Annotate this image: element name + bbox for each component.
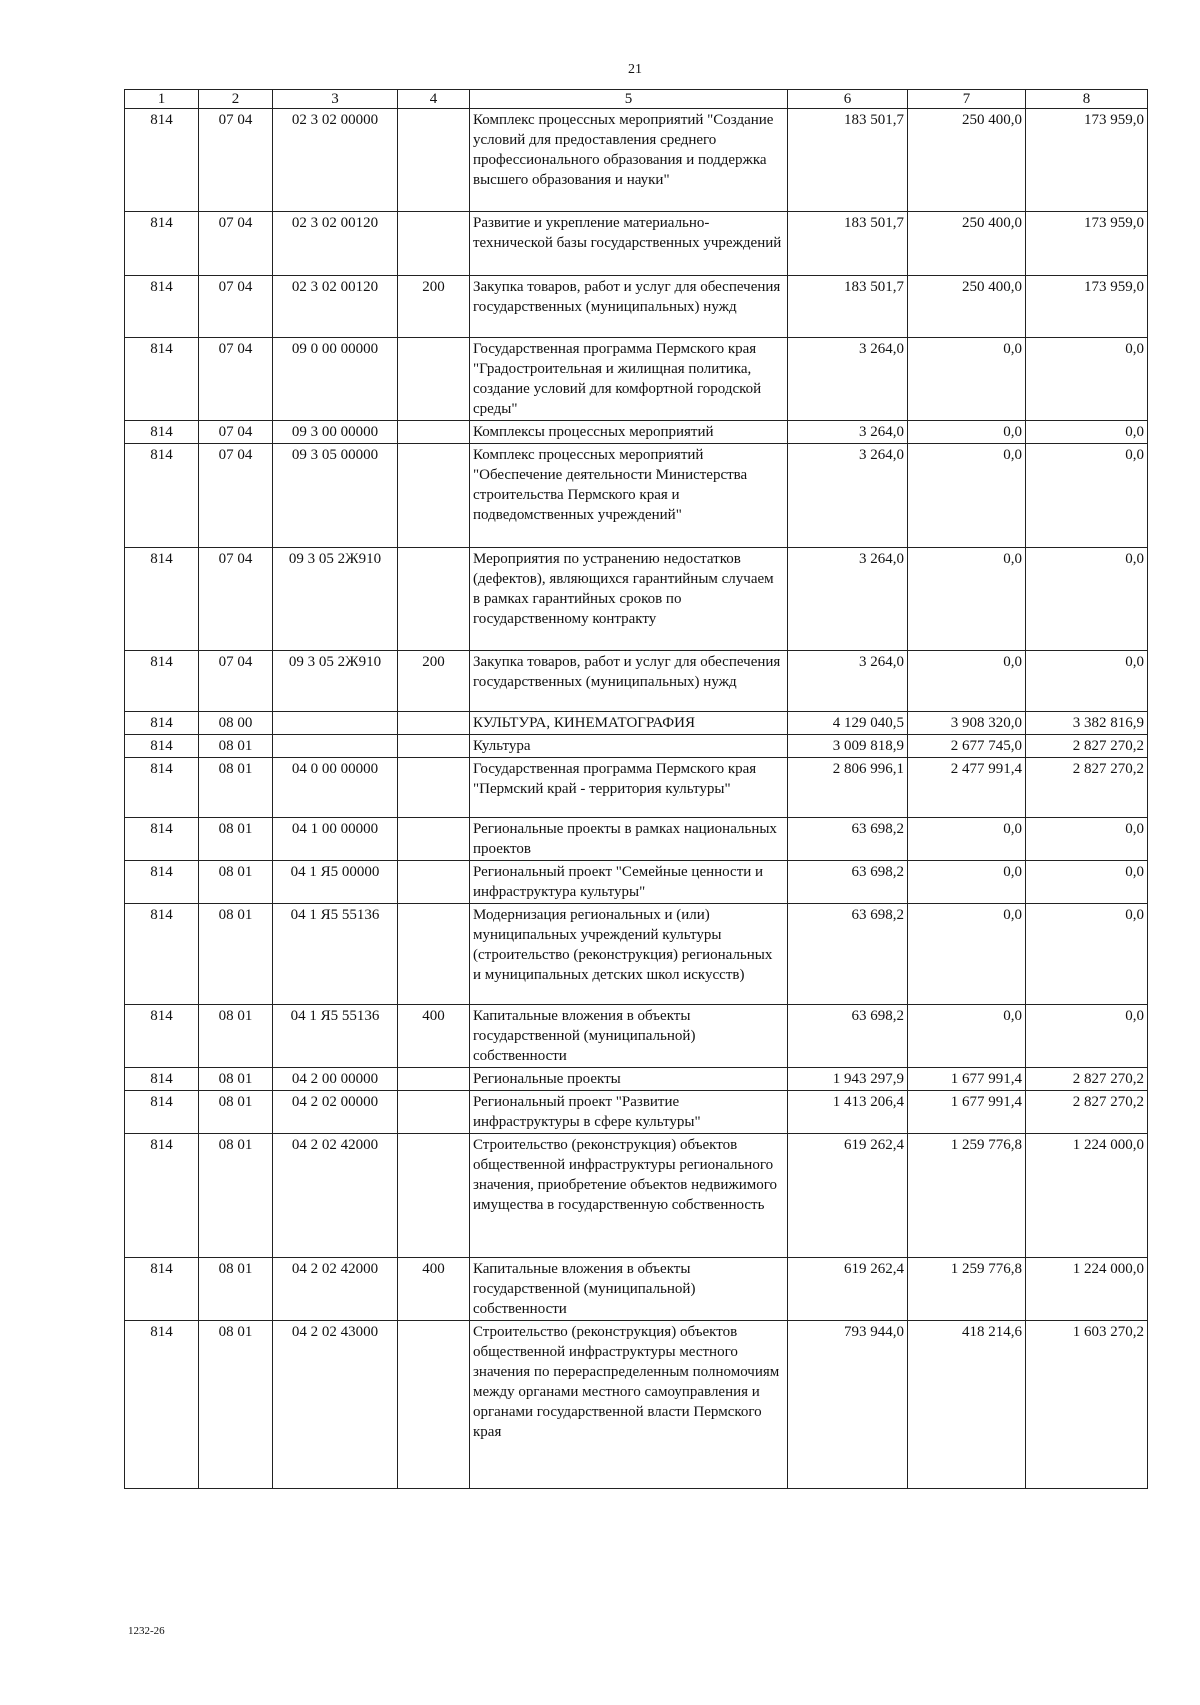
cell-item-name: Комплексы процессных мероприятий <box>470 421 788 444</box>
cell-grbs-code: 814 <box>125 1134 199 1258</box>
cell-amount-2025: 63 698,2 <box>788 861 908 904</box>
cell-item-name: Государственная программа Пермского края "Градостроительная и жилищная политика, создание условий для комфортной городской среды" <box>470 338 788 421</box>
cell-section-code: 07 04 <box>199 276 273 338</box>
header-col-1: 1 <box>125 90 199 109</box>
budget-table <box>124 89 1148 1489</box>
cell-amount-2027: 0,0 <box>1026 818 1148 861</box>
cell-target-article-code: 02 3 02 00000 <box>273 109 398 212</box>
cell-item-name: Капитальные вложения в объекты государственной (муниципальной) собственности <box>470 1258 788 1321</box>
header-col-2: 2 <box>199 90 273 109</box>
cell-amount-2025: 63 698,2 <box>788 1005 908 1068</box>
cell-amount-2025: 619 262,4 <box>788 1134 908 1258</box>
cell-grbs-code: 814 <box>125 1258 199 1321</box>
cell-grbs-code: 814 <box>125 1321 199 1489</box>
table-row <box>125 109 1148 212</box>
table-row <box>125 1068 1148 1091</box>
cell-expense-type-code: 200 <box>398 651 470 712</box>
cell-target-article-code: 09 0 00 00000 <box>273 338 398 421</box>
cell-grbs-code: 814 <box>125 904 199 1005</box>
cell-amount-2027: 1 603 270,2 <box>1026 1321 1148 1489</box>
cell-amount-2025: 1 943 297,9 <box>788 1068 908 1091</box>
cell-section-code: 07 04 <box>199 548 273 651</box>
cell-item-name: Строительство (реконструкция) объектов общественной инфраструктуры регионального значения, приобретение объектов недвижимого имущества в государственную собственность <box>470 1134 788 1258</box>
cell-target-article-code: 04 1 Я5 55136 <box>273 904 398 1005</box>
cell-section-code: 07 04 <box>199 338 273 421</box>
cell-grbs-code: 814 <box>125 1091 199 1134</box>
cell-expense-type-code: 400 <box>398 1005 470 1068</box>
cell-expense-type-code <box>398 338 470 421</box>
table-row <box>125 758 1148 818</box>
header-col-8: 8 <box>1026 90 1148 109</box>
cell-grbs-code: 814 <box>125 276 199 338</box>
cell-grbs-code: 814 <box>125 212 199 276</box>
cell-amount-2025: 183 501,7 <box>788 212 908 276</box>
cell-item-name: Региональный проект "Развитие инфраструктуры в сфере культуры" <box>470 1091 788 1134</box>
cell-item-name: Комплекс процессных мероприятий "Создание условий для предоставления среднего профессионального образования и поддержка высшего образования и науки" <box>470 109 788 212</box>
cell-target-article-code: 04 2 02 00000 <box>273 1091 398 1134</box>
cell-expense-type-code <box>398 109 470 212</box>
table-row <box>125 651 1148 712</box>
cell-item-name: Государственная программа Пермского края "Пермский край - территория культуры" <box>470 758 788 818</box>
cell-amount-2026: 1 259 776,8 <box>908 1258 1026 1321</box>
cell-section-code: 08 00 <box>199 712 273 735</box>
cell-amount-2025: 3 264,0 <box>788 548 908 651</box>
table-header-row <box>125 90 1148 109</box>
cell-grbs-code: 814 <box>125 818 199 861</box>
cell-target-article-code: 04 2 02 43000 <box>273 1321 398 1489</box>
cell-target-article-code: 09 3 05 2Ж910 <box>273 548 398 651</box>
cell-amount-2026: 0,0 <box>908 548 1026 651</box>
cell-item-name: Капитальные вложения в объекты государственной (муниципальной) собственности <box>470 1005 788 1068</box>
cell-expense-type-code <box>398 1134 470 1258</box>
table-row <box>125 1258 1148 1321</box>
table-row <box>125 904 1148 1005</box>
cell-item-name: Региональный проект "Семейные ценности и инфраструктура культуры" <box>470 861 788 904</box>
cell-amount-2025: 3 009 818,9 <box>788 735 908 758</box>
cell-grbs-code: 814 <box>125 712 199 735</box>
cell-target-article-code: 04 1 Я5 55136 <box>273 1005 398 1068</box>
header-col-3: 3 <box>273 90 398 109</box>
cell-amount-2026: 1 259 776,8 <box>908 1134 1026 1258</box>
header-col-5: 5 <box>470 90 788 109</box>
cell-expense-type-code: 200 <box>398 276 470 338</box>
cell-section-code: 08 01 <box>199 1258 273 1321</box>
cell-expense-type-code: 400 <box>398 1258 470 1321</box>
cell-grbs-code: 814 <box>125 1068 199 1091</box>
cell-item-name: Закупка товаров, работ и услуг для обеспечения государственных (муниципальных) нужд <box>470 276 788 338</box>
cell-section-code: 07 04 <box>199 212 273 276</box>
cell-grbs-code: 814 <box>125 109 199 212</box>
table-row <box>125 712 1148 735</box>
cell-amount-2026: 0,0 <box>908 444 1026 548</box>
cell-amount-2026: 3 908 320,0 <box>908 712 1026 735</box>
cell-amount-2027: 3 382 816,9 <box>1026 712 1148 735</box>
cell-item-name: КУЛЬТУРА, КИНЕМАТОГРАФИЯ <box>470 712 788 735</box>
table-row <box>125 1005 1148 1068</box>
cell-grbs-code: 814 <box>125 338 199 421</box>
cell-expense-type-code <box>398 712 470 735</box>
cell-expense-type-code <box>398 444 470 548</box>
table-row <box>125 421 1148 444</box>
cell-amount-2027: 2 827 270,2 <box>1026 1068 1148 1091</box>
page-number: 21 <box>628 62 642 77</box>
cell-amount-2025: 3 264,0 <box>788 444 908 548</box>
table-row <box>125 212 1148 276</box>
cell-amount-2027: 0,0 <box>1026 1005 1148 1068</box>
cell-target-article-code: 04 2 02 42000 <box>273 1258 398 1321</box>
cell-amount-2026: 0,0 <box>908 904 1026 1005</box>
cell-section-code: 08 01 <box>199 861 273 904</box>
cell-expense-type-code <box>398 421 470 444</box>
cell-expense-type-code <box>398 758 470 818</box>
cell-item-name: Региональные проекты <box>470 1068 788 1091</box>
footer-code: 1232-26 <box>128 1625 165 1637</box>
cell-amount-2025: 63 698,2 <box>788 904 908 1005</box>
cell-amount-2027: 0,0 <box>1026 421 1148 444</box>
cell-amount-2026: 250 400,0 <box>908 276 1026 338</box>
cell-section-code: 08 01 <box>199 1068 273 1091</box>
cell-grbs-code: 814 <box>125 444 199 548</box>
cell-amount-2026: 0,0 <box>908 1005 1026 1068</box>
header-col-7: 7 <box>908 90 1026 109</box>
table-row <box>125 338 1148 421</box>
table-row <box>125 276 1148 338</box>
cell-amount-2026: 1 677 991,4 <box>908 1068 1026 1091</box>
cell-target-article-code: 09 3 00 00000 <box>273 421 398 444</box>
table-row <box>125 1134 1148 1258</box>
cell-section-code: 08 01 <box>199 735 273 758</box>
cell-grbs-code: 814 <box>125 651 199 712</box>
table-row <box>125 1091 1148 1134</box>
cell-section-code: 08 01 <box>199 818 273 861</box>
cell-amount-2025: 3 264,0 <box>788 338 908 421</box>
cell-target-article-code: 04 1 00 00000 <box>273 818 398 861</box>
cell-item-name: Мероприятия по устранению недостатков (дефектов), являющихся гарантийным случаем в рамках гарантийных сроков по государственному контракту <box>470 548 788 651</box>
cell-expense-type-code <box>398 1091 470 1134</box>
cell-amount-2026: 250 400,0 <box>908 109 1026 212</box>
cell-target-article-code: 04 1 Я5 00000 <box>273 861 398 904</box>
cell-expense-type-code <box>398 818 470 861</box>
cell-item-name: Закупка товаров, работ и услуг для обеспечения государственных (муниципальных) нужд <box>470 651 788 712</box>
cell-expense-type-code <box>398 212 470 276</box>
cell-expense-type-code <box>398 548 470 651</box>
header-col-4: 4 <box>398 90 470 109</box>
cell-amount-2026: 418 214,6 <box>908 1321 1026 1489</box>
cell-target-article-code: 09 3 05 2Ж910 <box>273 651 398 712</box>
cell-expense-type-code <box>398 1321 470 1489</box>
cell-section-code: 08 01 <box>199 758 273 818</box>
table-row <box>125 548 1148 651</box>
cell-amount-2027: 0,0 <box>1026 548 1148 651</box>
cell-item-name: Региональные проекты в рамках национальных проектов <box>470 818 788 861</box>
cell-amount-2027: 173 959,0 <box>1026 212 1148 276</box>
cell-section-code: 07 04 <box>199 109 273 212</box>
cell-expense-type-code <box>398 904 470 1005</box>
cell-item-name: Развитие и укрепление материально-технической базы государственных учреждений <box>470 212 788 276</box>
cell-target-article-code: 04 2 02 42000 <box>273 1134 398 1258</box>
cell-amount-2027: 0,0 <box>1026 861 1148 904</box>
cell-amount-2025: 793 944,0 <box>788 1321 908 1489</box>
cell-grbs-code: 814 <box>125 548 199 651</box>
cell-amount-2027: 2 827 270,2 <box>1026 735 1148 758</box>
cell-section-code: 08 01 <box>199 1134 273 1258</box>
cell-amount-2026: 2 477 991,4 <box>908 758 1026 818</box>
cell-amount-2026: 1 677 991,4 <box>908 1091 1026 1134</box>
cell-amount-2027: 173 959,0 <box>1026 109 1148 212</box>
cell-amount-2025: 183 501,7 <box>788 109 908 212</box>
cell-item-name: Строительство (реконструкция) объектов общественной инфраструктуры местного значения по перераспределенным полномочиям между органами местного самоуправления и органами государственной власти Пермского края <box>470 1321 788 1489</box>
cell-grbs-code: 814 <box>125 735 199 758</box>
cell-amount-2025: 4 129 040,5 <box>788 712 908 735</box>
cell-amount-2025: 3 264,0 <box>788 421 908 444</box>
table-row <box>125 1321 1148 1489</box>
table-body <box>125 109 1148 1489</box>
cell-amount-2026: 0,0 <box>908 818 1026 861</box>
cell-section-code: 07 04 <box>199 444 273 548</box>
cell-section-code: 08 01 <box>199 1321 273 1489</box>
cell-target-article-code: 02 3 02 00120 <box>273 212 398 276</box>
cell-amount-2026: 2 677 745,0 <box>908 735 1026 758</box>
cell-grbs-code: 814 <box>125 758 199 818</box>
cell-amount-2026: 0,0 <box>908 338 1026 421</box>
header-col-6: 6 <box>788 90 908 109</box>
cell-amount-2027: 0,0 <box>1026 338 1148 421</box>
cell-amount-2025: 2 806 996,1 <box>788 758 908 818</box>
cell-section-code: 07 04 <box>199 651 273 712</box>
cell-amount-2026: 0,0 <box>908 861 1026 904</box>
cell-grbs-code: 814 <box>125 421 199 444</box>
cell-amount-2025: 183 501,7 <box>788 276 908 338</box>
cell-amount-2027: 0,0 <box>1026 904 1148 1005</box>
cell-amount-2027: 1 224 000,0 <box>1026 1134 1148 1258</box>
cell-section-code: 07 04 <box>199 421 273 444</box>
cell-amount-2027: 2 827 270,2 <box>1026 1091 1148 1134</box>
cell-amount-2025: 619 262,4 <box>788 1258 908 1321</box>
cell-item-name: Культура <box>470 735 788 758</box>
cell-amount-2027: 1 224 000,0 <box>1026 1258 1148 1321</box>
cell-expense-type-code <box>398 1068 470 1091</box>
cell-amount-2025: 1 413 206,4 <box>788 1091 908 1134</box>
table-row <box>125 818 1148 861</box>
cell-expense-type-code <box>398 735 470 758</box>
table-row <box>125 861 1148 904</box>
cell-amount-2026: 0,0 <box>908 421 1026 444</box>
cell-target-article-code: 02 3 02 00120 <box>273 276 398 338</box>
cell-amount-2025: 3 264,0 <box>788 651 908 712</box>
cell-section-code: 08 01 <box>199 1091 273 1134</box>
cell-grbs-code: 814 <box>125 861 199 904</box>
table-row <box>125 444 1148 548</box>
cell-target-article-code <box>273 712 398 735</box>
cell-amount-2027: 173 959,0 <box>1026 276 1148 338</box>
cell-target-article-code: 04 0 00 00000 <box>273 758 398 818</box>
cell-target-article-code: 09 3 05 00000 <box>273 444 398 548</box>
cell-amount-2026: 0,0 <box>908 651 1026 712</box>
cell-amount-2025: 63 698,2 <box>788 818 908 861</box>
cell-amount-2027: 0,0 <box>1026 651 1148 712</box>
cell-amount-2026: 250 400,0 <box>908 212 1026 276</box>
cell-section-code: 08 01 <box>199 904 273 1005</box>
cell-target-article-code: 04 2 00 00000 <box>273 1068 398 1091</box>
table-row <box>125 735 1148 758</box>
cell-target-article-code <box>273 735 398 758</box>
cell-expense-type-code <box>398 861 470 904</box>
cell-section-code: 08 01 <box>199 1005 273 1068</box>
cell-grbs-code: 814 <box>125 1005 199 1068</box>
cell-amount-2027: 2 827 270,2 <box>1026 758 1148 818</box>
cell-amount-2027: 0,0 <box>1026 444 1148 548</box>
cell-item-name: Модернизация региональных и (или) муниципальных учреждений культуры (строительство (реконструкция) региональных и муниципальных детских школ искусств) <box>470 904 788 1005</box>
cell-item-name: Комплекс процессных мероприятий "Обеспечение деятельности Министерства строительства Пермского края и подведомственных учреждений" <box>470 444 788 548</box>
